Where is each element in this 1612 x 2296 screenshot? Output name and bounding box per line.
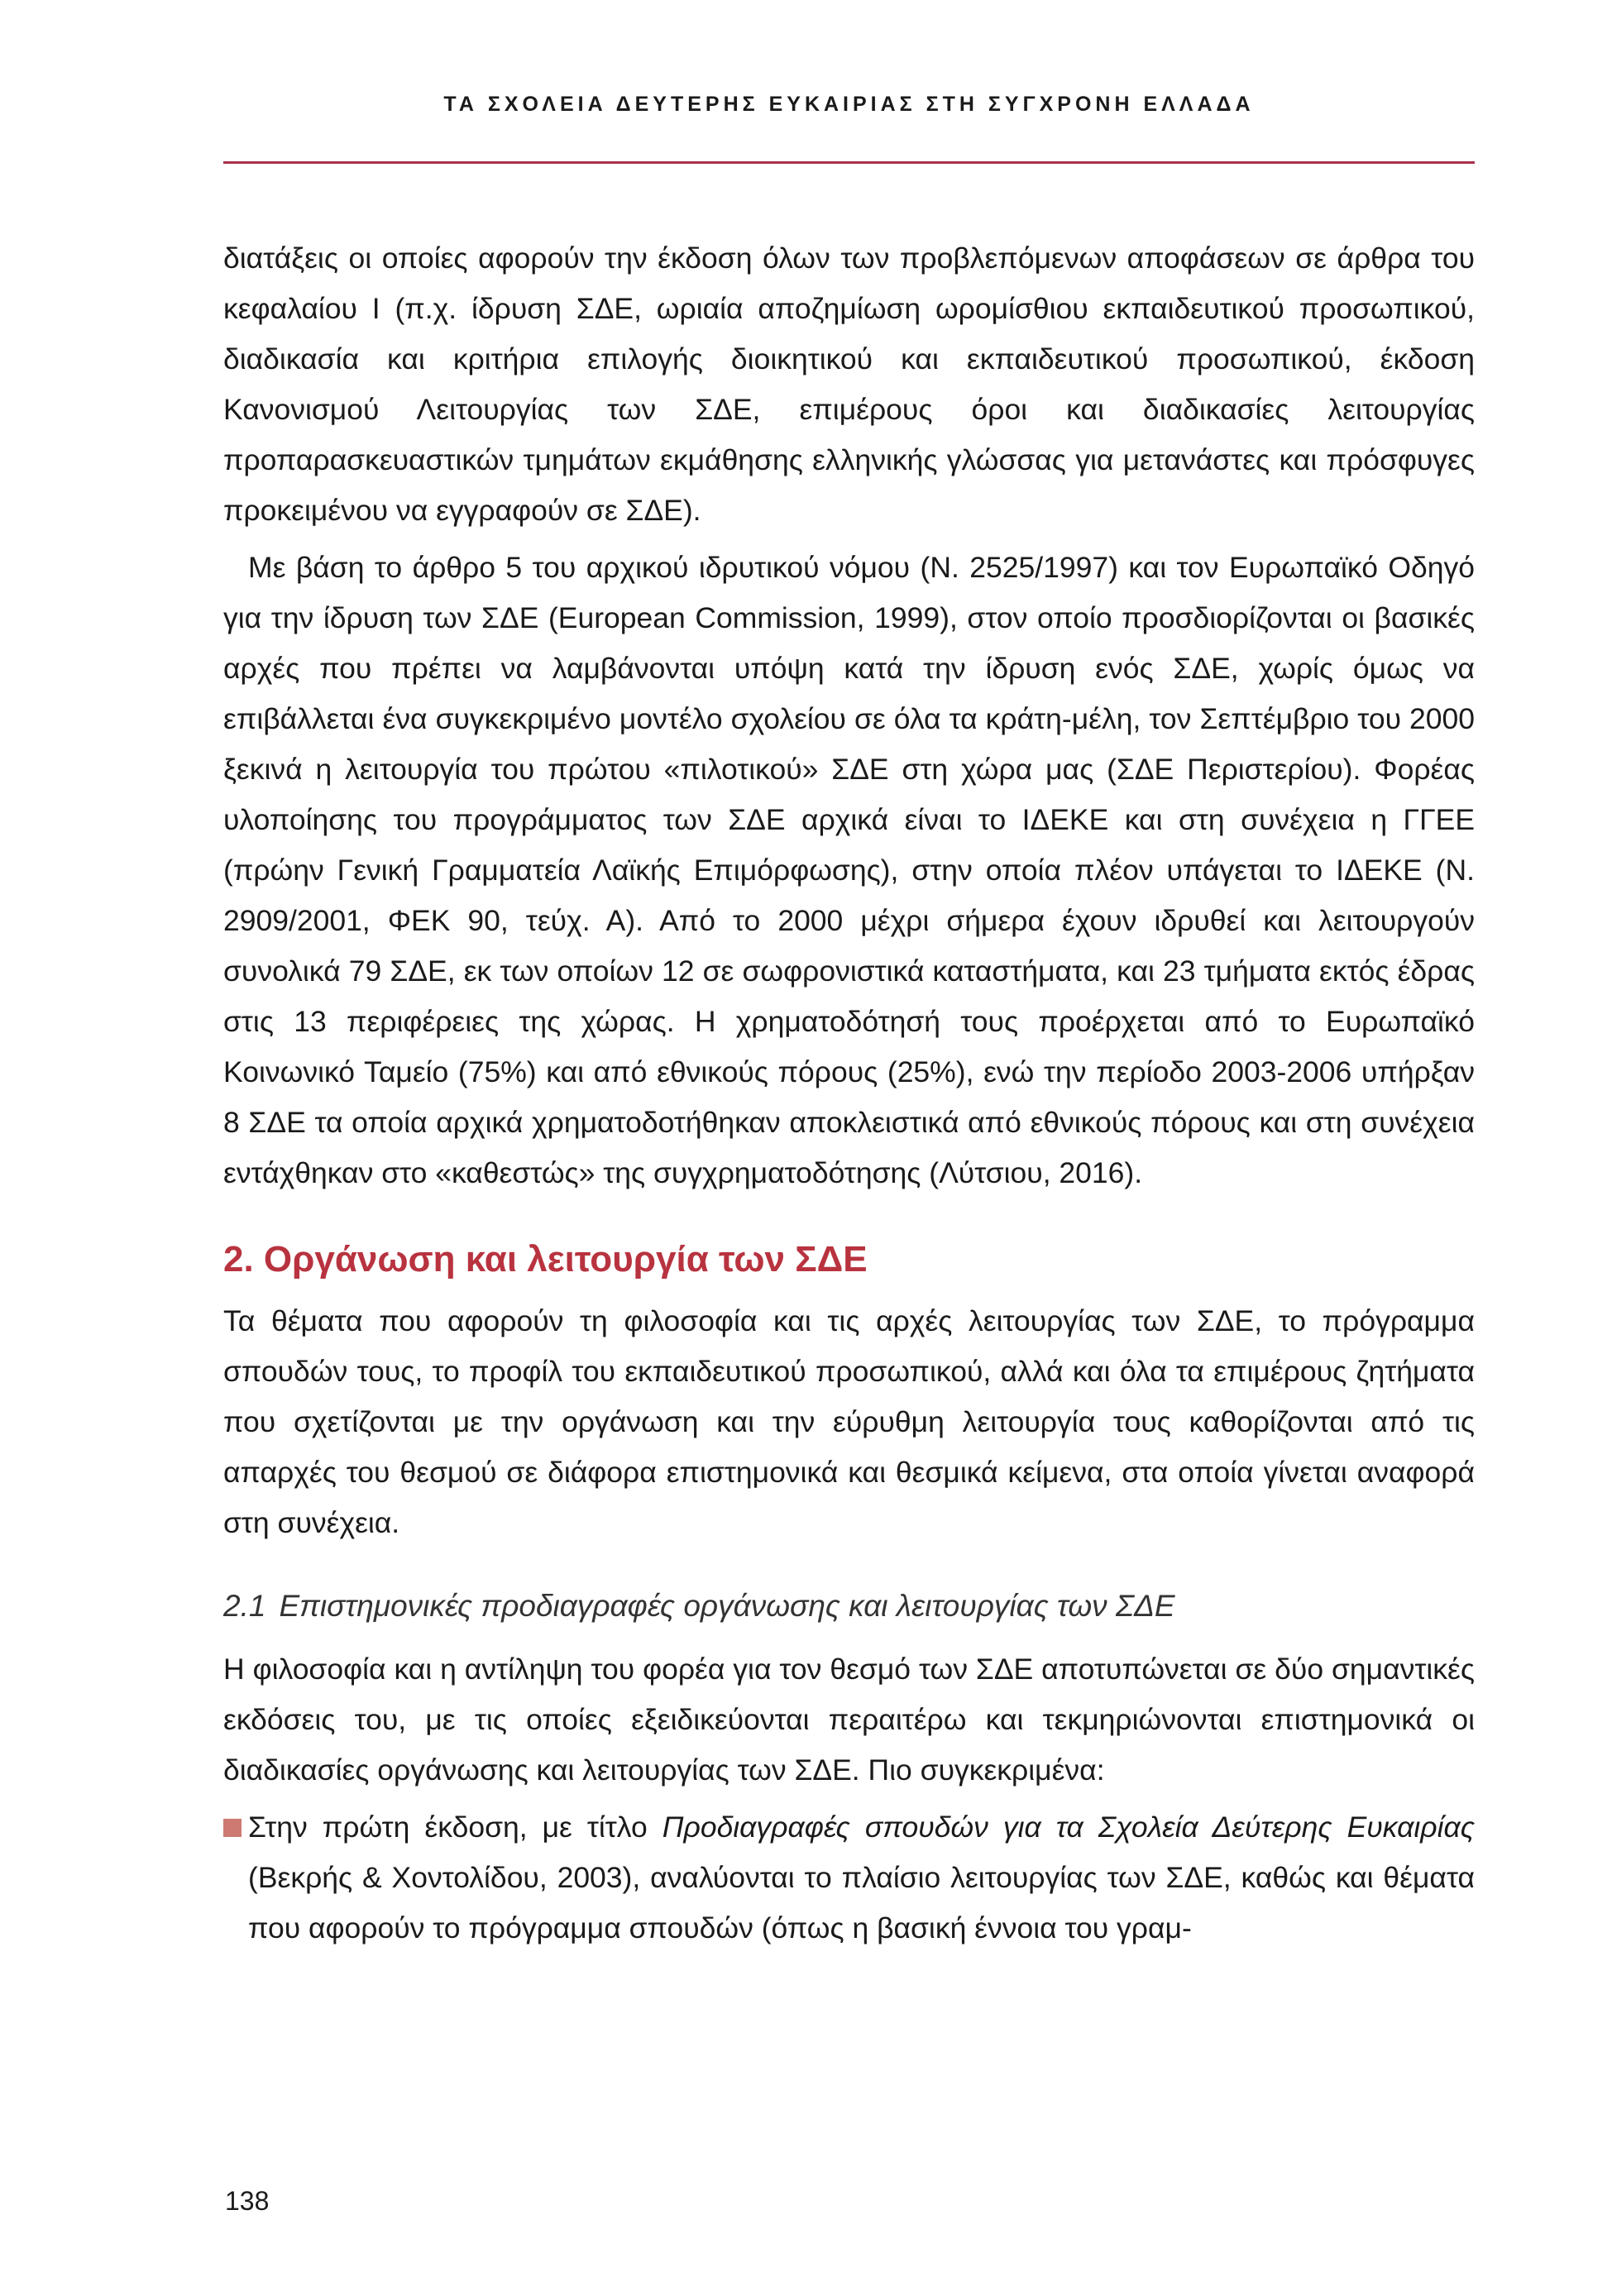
bullet-item <box>223 1802 1475 1954</box>
paragraph-history: Με βάση το άρθρο 5 του αρχικού ιδρυτικού νόμου (Ν. 2525/1997) και τον Ευρωπαϊκό Οδηγό για την ίδρυση των ΣΔΕ (European Commission, 1999), στον οποίο προσδιορίζονται οι βασικές αρχές που πρέπει να λαμβάνονται υπόψη κατά την ίδρυση ενός ΣΔΕ, χωρίς όμως να επιβάλλεται ένα συγκεκριμένο μοντέλο σχολείου σε όλα τα κράτη-μέλη, τον Σεπτέμβριο του 2000 ξεκινά η λειτουργία του πρώτου «πιλοτικού» ΣΔΕ στη χώρα μας (ΣΔΕ Περιστερίου). Φορέας υλοποίησης του προγράμματος των ΣΔΕ αρχικά είναι το ΙΔΕΚΕ και στη συνέχεια η ΓΓΕΕ (πρώην Γενική Γραμματεία Λαϊκής Επιμόρφωσης), στην οποία πλέον υπάγεται το ΙΔΕΚΕ (Ν. 2909/2001, ΦΕΚ 90, τεύχ. Α). Από το 2000 μέχρι σήμερα έχουν ιδρυθεί και λειτουργούν συνολικά 79 ΣΔΕ, εκ των οποίων 12 σε σωφρονιστικά καταστήματα, και 23 τμήματα εκτός έδρας στις 13 περιφέρειες της χώρας. Η χρηματοδότησή τους προέρχεται από το Ευρωπαϊκό Κοινωνικό Ταμείο (75%) και από εθνικούς πόρους (25%), ενώ την περίοδο 2003-2006 υπήρξαν 8 ΣΔΕ τα οποία αρχικά χρηματοδοτήθηκαν αποκλειστικά από εθνικούς πόρους και στη συνέχεια εντάχθηκαν στο «καθεστώς» της συγχρηματοδότησης (Λύτσιου, 2016). <box>223 551 1475 1189</box>
bullet-text <box>248 1802 1475 1954</box>
paragraph-section-2-intro: Τα θέματα που αφορούν τη φιλοσοφία και τις αρχές λειτουργίας των ΣΔΕ, το πρόγραμμα σπουδών τους, το προφίλ του εκπαιδευτικού προσωπικού, αλλά και όλα τα επιμέρους ζητήματα που σχετίζονται με την οργάνωση και την εύρυθμη λειτουργία τους καθορίζονται από τις απαρχές του θεσμού σε διάφορα επιστημονικά και θεσμικά κείμενα, στα οποία γίνεται αναφορά στη συνέχεια. <box>223 1304 1475 1539</box>
bullet-rest-text: (Βεκρής & Χοντολίδου, 2003), αναλύονται το πλαίσιο λειτουργίας των ΣΔΕ, καθώς και θέματα που αφορούν το πρόγραμμα σπουδών (όπως η βασική έννοια του γραμ- <box>248 1861 1475 1944</box>
square-bullet-icon <box>223 1819 242 1837</box>
subsection-heading-2-1 <box>223 1581 1475 1631</box>
running-header-title: ΤΑ ΣΧΟΛΕΙΑ ΔΕΥΤΕΡΗΣ ΕΥΚΑΙΡΙΑΣ ΣΤΗ ΣΥΓΧΡΟΝΗ ΕΛΛΑΔΑ <box>443 93 1255 116</box>
header-divider <box>223 161 1475 164</box>
subsection-title: Επιστημονικές προδιαγραφές οργάνωσης και λειτουργίας των ΣΔΕ <box>279 1589 1175 1623</box>
subsection-number: 2.1 <box>223 1589 266 1623</box>
section-heading-2: 2. Οργάνωση και λειτουργία των ΣΔΕ <box>223 1239 868 1280</box>
bullet-lead-text: Στην πρώτη έκδοση, με τίτλο <box>248 1810 662 1844</box>
bullet-publication-title: Προδιαγραφές σπουδών για τα Σχολεία Δεύτερης Ευκαιρίας <box>662 1810 1475 1844</box>
page-body <box>223 233 1475 1954</box>
paragraph-continued: διατάξεις οι οποίες αφορούν την έκδοση όλων των προβλεπόμενων αποφάσεων σε άρθρα του κεφαλαίου Ι (π.χ. ίδρυση ΣΔΕ, ωριαία αποζημίωση ωρομίσθιου εκπαιδευτικού προσωπικού, διαδικασία και κριτήρια επιλογής διοικητικού και εκπαιδευτικού προσωπικού, έκδοση Κανονισμού Λειτουργίας των ΣΔΕ, επιμέρους όροι και διαδικασίες λειτουργίας προπαρασκευαστικών τμημάτων εκμάθησης ελληνικής γλώσσας για μετανάστες και πρόσφυγες προκειμένου να εγγραφούν σε ΣΔΕ). <box>223 242 1475 527</box>
page-number: 138 <box>225 2186 270 2216</box>
paragraph-section-2-1-intro: Η φιλοσοφία και η αντίληψη του φορέα για τον θεσμό των ΣΔΕ αποτυπώνεται σε δύο σημαντικές εκδόσεις του, με τις οποίες εξειδικεύονται περαιτέρω και τεκμηριώνονται επιστημονικά οι διαδικασίες οργάνωσης και λειτουργίας των ΣΔΕ. Πιο συγκεκριμένα: <box>223 1653 1475 1787</box>
